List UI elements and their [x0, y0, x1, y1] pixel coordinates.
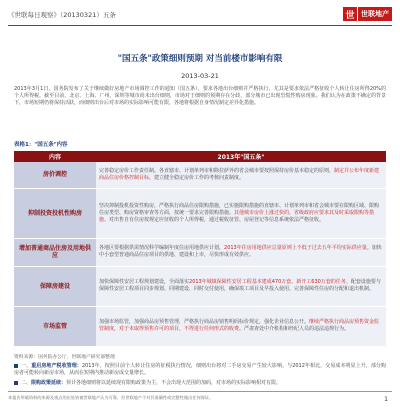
- table-caption: 表格1："国五条"内容: [14, 142, 68, 148]
- row-text-b: 严肃查处中介机构和经纪人员的违法违规行为。: [244, 326, 350, 332]
- row-text: [96, 238, 386, 266]
- table-row: [14, 238, 386, 266]
- section-body: 预计各地细则将以延续现有限购政策为主，不会出现大范围的加码，对市场的实际影响相对有限。: [66, 380, 282, 386]
- row-text-a: 各地区要根据供需情况科学编制年度住房用地供应计划，: [99, 245, 225, 251]
- row-text-highlight: 继续严格执行商品房预售资金监管制度，对于未取得预售许可的项目，不得进行任何形式的收费。: [99, 319, 380, 332]
- header-col-policy: 2013年"国五条": [96, 151, 386, 162]
- row-text-highlight: 2013年住房用地供应总量原则上不低于过去五年平均实际供应量。: [224, 245, 372, 251]
- footer-disclaimer: 本报告所载资料的来源及观点的出处皆被世联地产认为可靠，但世联地产不对其准确性或完整性做出任何保证。: [8, 395, 214, 400]
- bullet-icon: [14, 381, 18, 385]
- row-text-b: 配套设施要与保障性安居工程项目同步规划、同期建设、同时交付使用，确保竣工项目及早投入使用。完善保障性住房的分配和退出机制。: [99, 279, 381, 292]
- policy-table: [14, 151, 386, 347]
- intro-paragraph: 2013年3月1日，国务院发布了关于继续做好房地产市场调控工作的通知（国五条），要求各地出台细则并严格执行，尤其是要求依法严格征收个人转让住房所得20%的个人所得税。截至目前，北京、上海、广州、深圳等城市尚未出台细则，市场对于细则的预期存在分歧，部分城市已出现恐慌性购房现象。我们认为在政策不确定的背景下，市场短期仍将保持活跃，而细则出台后对市场的实际影响可能有限，各地将根据自身情况制定差异化措施。: [14, 86, 386, 107]
- logo-mark-icon: 世: [343, 7, 357, 21]
- row-text: [96, 266, 386, 306]
- page-header: [8, 6, 392, 24]
- analysis-paragraph: [14, 380, 386, 387]
- row-text-b: ，建立健全稳定房价工作的考核问责制度。: [149, 174, 245, 181]
- company-logo: [343, 6, 392, 22]
- logo-text: 世联地产: [358, 7, 392, 21]
- row-text-a: 加快保障性安居工程规划建设，全面落实: [99, 279, 190, 285]
- row-category: 市场监管: [14, 306, 96, 346]
- row-text: [96, 162, 386, 188]
- table-header-row: [14, 151, 386, 162]
- header-divider: [8, 25, 392, 26]
- row-text-b: 对出售自有住房按规定应征收的个人所得税，通过税收征管、房屋登记等信息系统依法严格征收。: [109, 216, 325, 223]
- footer-divider: [8, 391, 392, 392]
- table-row: [14, 306, 386, 346]
- row-text-highlight: 其他城市房价上涨过快的，省级政府应要求其及时采取限购等措施。: [99, 209, 375, 223]
- table-source: 资料来源：国务院办公厅、世联地产研究部整理: [14, 355, 115, 360]
- section-title: 重启房地产税收管理：: [31, 363, 82, 369]
- row-category: 房价调控: [14, 162, 96, 188]
- row-text-a: 坚决抑制投机投资性购房，严格执行商品住房限购措施，已实施限购措施的直辖市、计划单列市和省会城市要在限购区域、限购住房类型、购房资格审查等方面，按统一要求完善限购措施。: [99, 202, 380, 216]
- row-text-highlight: 2013年城镇保障性安居工程基本建成470万套、新开工630万套的任务。: [189, 279, 351, 285]
- section-lead: 二、: [21, 380, 32, 386]
- doc-title: "国五条"政策细则预期 对当前楼市影响有限: [117, 54, 283, 64]
- section-body: 2013年，按照目前个人转让住房的征税执行情况，细则出台将对二手房交易产生较大影响。与2012年相比，交易成本明显上升，部分购房者可能转向新房市场，从而在短期内推动新房成交量增长。: [14, 363, 386, 377]
- row-text-b: 加快中小套型普通商品住房项目的供地、建设和上市，尽快形成有效供应。: [99, 245, 382, 258]
- section-title: 限购政策延续：: [31, 380, 67, 386]
- table-row: [14, 266, 386, 306]
- row-text-a: 完善稳定房价工作责任制。各直辖市、计划单列市和除拉萨外的省会城市要按照保持房价基本稳定的原则，: [99, 167, 335, 174]
- report-name: 《世联每日观察》（20130321）五条: [8, 11, 116, 19]
- table-row: [14, 188, 386, 238]
- row-category: 增加普通商品住房及用地供应: [14, 238, 96, 266]
- table-row: [14, 162, 386, 188]
- row-category: 保障房建设: [14, 266, 96, 306]
- header-col-content: 内容: [14, 151, 96, 162]
- row-text-highlight: 制定并公布年度新建商品住房价格控制目标: [99, 167, 380, 181]
- section-lead: 一、: [21, 363, 32, 369]
- row-category: 抑制投资投机性购房: [14, 188, 96, 238]
- doc-date: 2013-03-21: [181, 72, 219, 80]
- page-number: 1: [384, 396, 388, 403]
- row-text-a: 加强市场监管，加强商品房预售管理，严格执行商品房销售明码标价规定，强化企业信息公开。: [99, 319, 310, 325]
- analysis-paragraph: [14, 363, 386, 377]
- row-text: [96, 306, 386, 346]
- row-text: [96, 188, 386, 238]
- bullet-icon: [14, 364, 18, 368]
